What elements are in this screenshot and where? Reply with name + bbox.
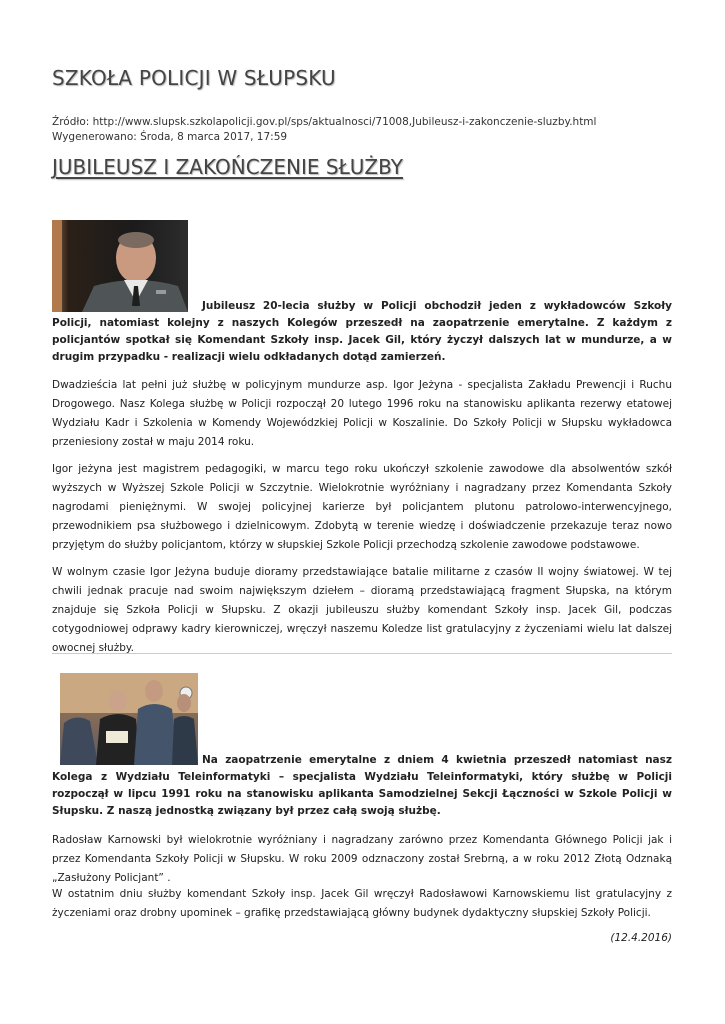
publication-date: (12.4.2016)	[610, 932, 672, 944]
document-meta	[52, 115, 596, 145]
site-title: SZKOŁA POLICJI W SŁUPSKU	[52, 66, 336, 90]
body-paragraph: Radosław Karnowski był wielokrotnie wyróżniany i nagradzany zarówno przez Komendanta Głównego Policji jak i przez Komendanta Szkoły Policji w Słupsku. W roku 2009 odznaczony został Srebrną, a w roku 2012 Złotą Odznaką „Zasłużony Policjant” .	[52, 834, 672, 884]
body-paragraph: W ostatnim dniu służby komendant Szkoły insp. Jacek Gil wręczył Radosławowi Karnowskiemu list gratulacyjny z życzeniami oraz drobny upominek – grafikę przedstawiającą główny budynek dydaktyczny słupskiej Szkoły Policji.	[52, 888, 672, 919]
article-title: JUBILEUSZ I ZAKOŃCZENIE SŁUŻBY	[52, 155, 403, 179]
body-paragraph: Igor jeżyna jest magistrem pedagogiki, w marcu tego roku ukończył szkolenie zawodowe dla absolwentów szkół wyższych w Wyższej Szkole Policji w Szczytnie. Wielokrotnie wyróżniany i nagradzany przez Komendanta Szkoły nagrodami pieniężnymi. W swojej policyjnej karierze był policjantem plutonu patrolowo-interwencyjnego, przewodnikiem psa służbowego i dzielnicowym. Zdobytą w terenie wiedzę i doświadczenie przekazuje teraz nowo przyjętym do służby policjantom, którzy w słupskiej Szkole Policji przechodzą szkolenie zawodowe podstawowe.	[52, 463, 672, 551]
generated-line: Wygenerowano: Środa, 8 marca 2017, 17:59	[52, 131, 288, 143]
body-paragraph: W wolnym czasie Igor Jeżyna buduje dioramy przedstawiające batalie militarne z czasów II wojny światowej. W tej chwili jednak pracuje nad swoim największym dziełem – dioramą przedstawiającą fragment Słupska, na którym znajduje się Szkoła Policji w Słupsku. Z okazji jubileuszu służby komendant Szkoły insp. Jacek Gil, podczas cotygodniowej odprawy kadry kierowniczej, wręczył naszemu Koledze list gratulacyjny z życzeniami wielu lat dalszej owocnej służby.	[52, 566, 672, 654]
section-divider	[52, 653, 672, 654]
lead-paragraph-jubilee: Jubileusz 20-lecia służby w Policji obchodził jeden z wykładowców Szkoły Policji, natomiast kolejny z naszych Kolegów przeszedł na zaopatrzenie emerytalne. Z każdym z policjantów spotkał się Komendant Szkoły insp. Jacek Gil, który życzył dalszych lat w mundurze, a w drugim przypadku - realizacji wielu odkładanych dotąd zamierzeń.	[52, 300, 672, 363]
body-paragraph: Dwadzieścia lat pełni już służbę w policyjnym mundurze asp. Igor Jeżyna - specjalista Zakładu Prewencji i Ruchu Drogowego. Nasz Kolega służbę w Policji rozpoczął 20 lutego 1996 roku na stanowisku aplikanta rezerwy etatowej Wydziału Kadr i Szkolenia w Komendy Wojewódzkiej Policji w Koszalinie. Do Szkoły Policji w Słupsku wykładowca przeniesiony został w maju 2014 roku.	[52, 379, 672, 448]
source-line: Źródło: http://www.slupsk.szkolapolicji.gov.pl/sps/aktualnosci/71008,Jubileusz-i-zakonczenie-sluzby.html	[52, 116, 597, 128]
lead-paragraph-retirement: Na zaopatrzenie emerytalne z dniem 4 kwietnia przeszedł natomiast nasz Kolega z Wydziału Teleinformatyki – specjalista Wydziału Teleinformatyki, który służbę w Policji rozpoczął w lipcu 1991 roku na stanowisku aplikanta Samodzielnej Sekcji Łączności w Szkole Policji w Słupsku. Z naszą jednostką związany był przez całą swoją służbę.	[52, 754, 672, 817]
